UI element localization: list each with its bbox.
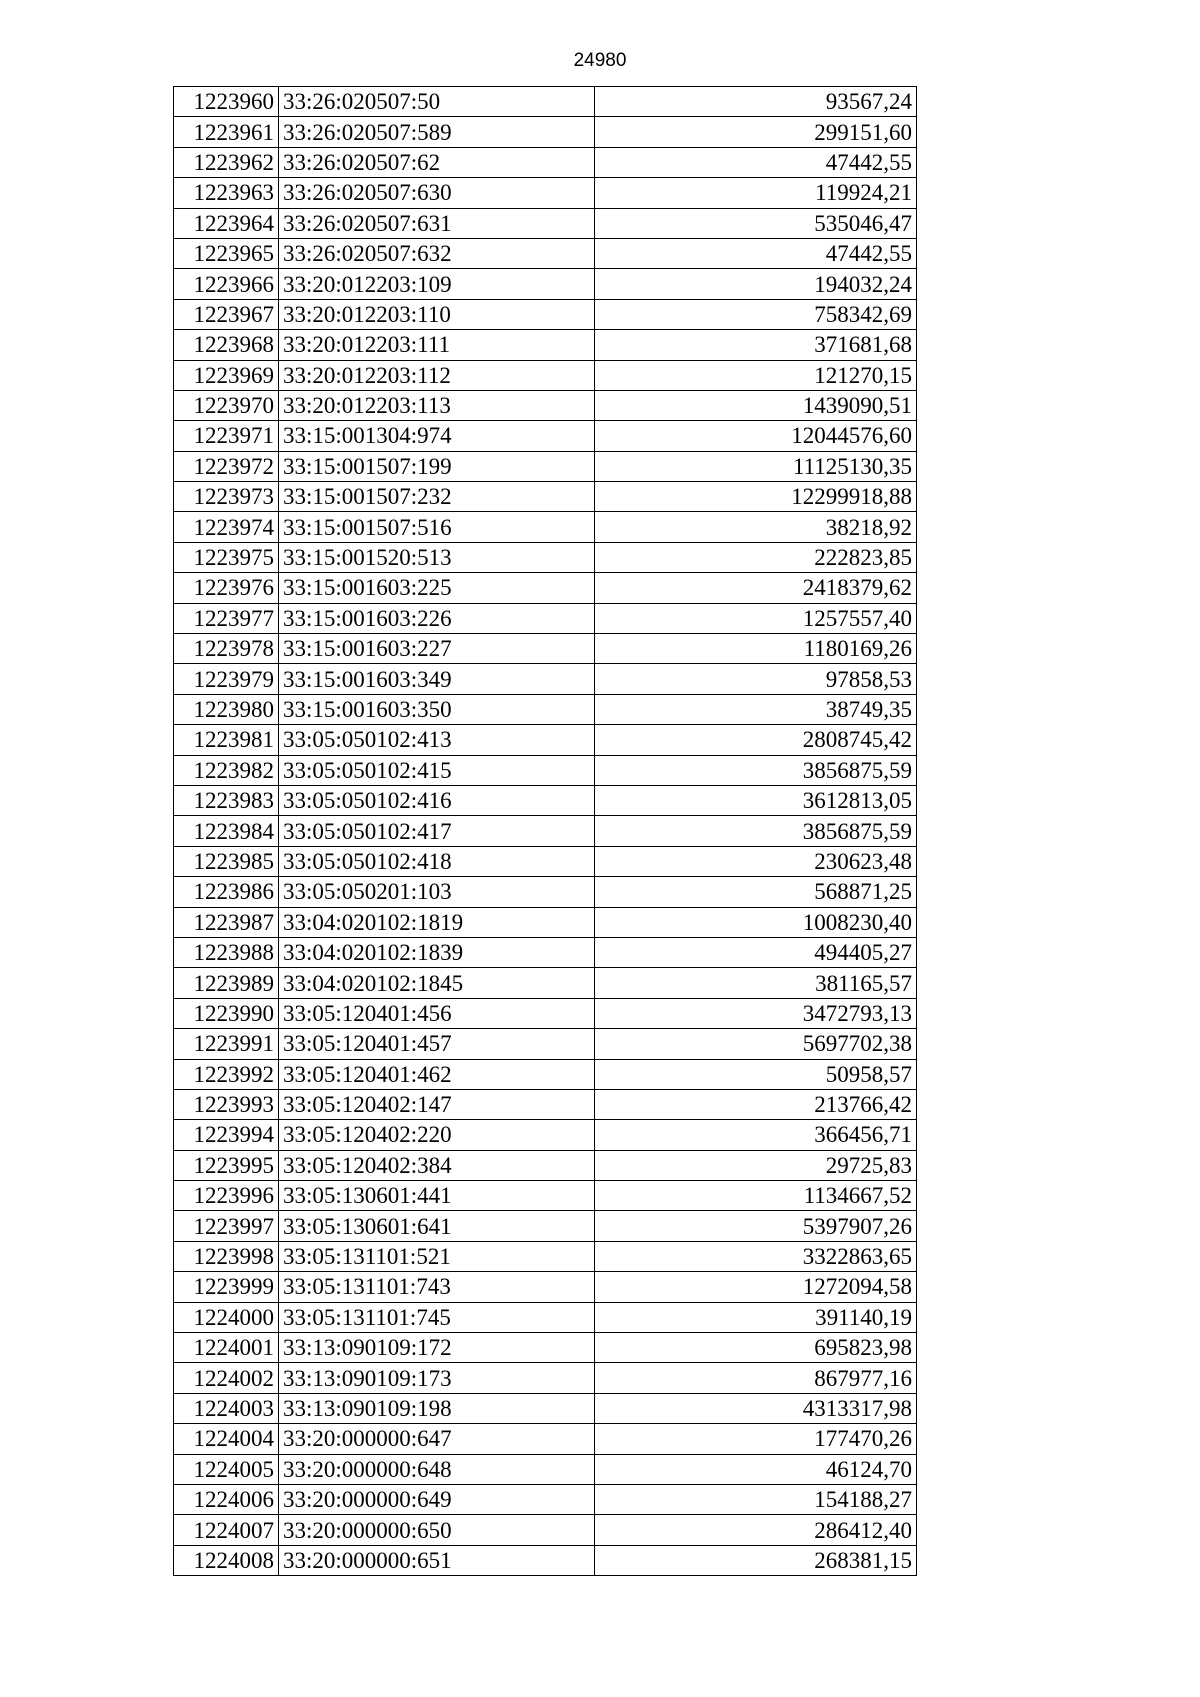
cadastral-number-cell: 33:05:120401:457	[279, 1029, 595, 1059]
row-id-cell: 1223967	[174, 299, 279, 329]
table-body	[174, 87, 917, 1576]
table-row	[174, 1302, 917, 1332]
cadastral-value-cell: 3472793,13	[595, 998, 917, 1028]
cadastral-value-cell: 154188,27	[595, 1484, 917, 1514]
cadastral-value-cell: 1272094,58	[595, 1272, 917, 1302]
row-id-cell: 1223971	[174, 421, 279, 451]
cadastral-number-cell: 33:13:090109:173	[279, 1363, 595, 1393]
table-row	[174, 1454, 917, 1484]
cadastral-value-cell: 695823,98	[595, 1333, 917, 1363]
table-row	[174, 360, 917, 390]
row-id-cell: 1224006	[174, 1484, 279, 1514]
table-row	[174, 1059, 917, 1089]
row-id-cell: 1224005	[174, 1454, 279, 1484]
cadastral-number-cell: 33:26:020507:632	[279, 238, 595, 268]
cadastral-value-cell: 177470,26	[595, 1424, 917, 1454]
table-row	[174, 664, 917, 694]
table-row	[174, 1120, 917, 1150]
cadastral-number-cell: 33:15:001520:513	[279, 542, 595, 572]
row-id-cell: 1223963	[174, 178, 279, 208]
cadastral-number-cell: 33:13:090109:198	[279, 1393, 595, 1423]
cadastral-number-cell: 33:26:020507:630	[279, 178, 595, 208]
cadastral-value-cell: 568871,25	[595, 877, 917, 907]
cadastral-value-cell: 97858,53	[595, 664, 917, 694]
row-id-cell: 1224002	[174, 1363, 279, 1393]
cadastral-value-cell: 230623,48	[595, 846, 917, 876]
cadastral-number-cell: 33:15:001603:349	[279, 664, 595, 694]
cadastral-value-cell: 3612813,05	[595, 785, 917, 815]
cadastral-value-cell: 1439090,51	[595, 390, 917, 420]
cadastral-value-cell: 5697702,38	[595, 1029, 917, 1059]
table-row	[174, 1515, 917, 1545]
cadastral-number-cell: 33:05:050102:413	[279, 725, 595, 755]
table-row	[174, 1545, 917, 1575]
table-row	[174, 694, 917, 724]
cadastral-number-cell: 33:26:020507:50	[279, 87, 595, 117]
row-id-cell: 1223995	[174, 1150, 279, 1180]
table-row	[174, 451, 917, 481]
table-row	[174, 299, 917, 329]
table-row	[174, 330, 917, 360]
cadastral-number-cell: 33:20:000000:651	[279, 1545, 595, 1575]
cadastral-value-cell: 299151,60	[595, 117, 917, 147]
row-id-cell: 1223976	[174, 573, 279, 603]
cadastral-value-cell: 381165,57	[595, 968, 917, 998]
cadastral-number-cell: 33:05:130601:641	[279, 1211, 595, 1241]
table-row	[174, 1211, 917, 1241]
cadastral-number-cell: 33:20:000000:648	[279, 1454, 595, 1484]
cadastral-number-cell: 33:05:120402:384	[279, 1150, 595, 1180]
cadastral-number-cell: 33:05:120401:462	[279, 1059, 595, 1089]
cadastral-number-cell: 33:05:120401:456	[279, 998, 595, 1028]
cadastral-value-cell: 371681,68	[595, 330, 917, 360]
row-id-cell: 1223964	[174, 208, 279, 238]
row-id-cell: 1223978	[174, 634, 279, 664]
table-row	[174, 482, 917, 512]
row-id-cell: 1224007	[174, 1515, 279, 1545]
cadastral-value-cell: 46124,70	[595, 1454, 917, 1484]
cadastral-number-cell: 33:26:020507:631	[279, 208, 595, 238]
row-id-cell: 1223965	[174, 238, 279, 268]
cadastral-value-cell: 29725,83	[595, 1150, 917, 1180]
cadastral-value-cell: 494405,27	[595, 937, 917, 967]
cadastral-value-cell: 50958,57	[595, 1059, 917, 1089]
table-row	[174, 512, 917, 542]
row-id-cell: 1224003	[174, 1393, 279, 1423]
table-row	[174, 208, 917, 238]
table-row	[174, 269, 917, 299]
cadastral-value-cell: 222823,85	[595, 542, 917, 572]
table-row	[174, 603, 917, 633]
cadastral-number-cell: 33:04:020102:1819	[279, 907, 595, 937]
cadastral-number-cell: 33:20:012203:111	[279, 330, 595, 360]
cadastral-value-cell: 1008230,40	[595, 907, 917, 937]
cadastral-number-cell: 33:05:050102:417	[279, 816, 595, 846]
cadastral-value-cell: 11125130,35	[595, 451, 917, 481]
row-id-cell: 1223966	[174, 269, 279, 299]
cadastral-value-cell: 366456,71	[595, 1120, 917, 1150]
row-id-cell: 1223968	[174, 330, 279, 360]
cadastral-value-cell: 3856875,59	[595, 816, 917, 846]
table-row	[174, 1484, 917, 1514]
cadastral-value-cell: 12299918,88	[595, 482, 917, 512]
row-id-cell: 1223998	[174, 1241, 279, 1271]
row-id-cell: 1223997	[174, 1211, 279, 1241]
row-id-cell: 1223984	[174, 816, 279, 846]
table-row	[174, 846, 917, 876]
cadastral-number-cell: 33:05:050102:418	[279, 846, 595, 876]
cadastral-number-cell: 33:20:012203:110	[279, 299, 595, 329]
cadastral-value-cell: 268381,15	[595, 1545, 917, 1575]
row-id-cell: 1223975	[174, 542, 279, 572]
row-id-cell: 1224008	[174, 1545, 279, 1575]
row-id-cell: 1224001	[174, 1333, 279, 1363]
row-id-cell: 1223980	[174, 694, 279, 724]
cadastral-value-cell: 38218,92	[595, 512, 917, 542]
cadastral-value-cell: 194032,24	[595, 269, 917, 299]
row-id-cell: 1223992	[174, 1059, 279, 1089]
cadastral-number-cell: 33:05:050201:103	[279, 877, 595, 907]
row-id-cell: 1223986	[174, 877, 279, 907]
cadastral-value-cell: 121270,15	[595, 360, 917, 390]
table-row	[174, 1333, 917, 1363]
table-row	[174, 755, 917, 785]
cadastral-number-cell: 33:13:090109:172	[279, 1333, 595, 1363]
cadastral-number-cell: 33:20:012203:113	[279, 390, 595, 420]
cadastral-value-cell: 4313317,98	[595, 1393, 917, 1423]
row-id-cell: 1223988	[174, 937, 279, 967]
row-id-cell: 1223979	[174, 664, 279, 694]
cadastral-number-cell: 33:26:020507:62	[279, 147, 595, 177]
cadastral-value-cell: 867977,16	[595, 1363, 917, 1393]
cadastral-value-cell: 119924,21	[595, 178, 917, 208]
table-row	[174, 968, 917, 998]
cadastral-value-cell: 3856875,59	[595, 755, 917, 785]
table-row	[174, 178, 917, 208]
table-row	[174, 816, 917, 846]
cadastral-value-cell: 1180169,26	[595, 634, 917, 664]
row-id-cell: 1223962	[174, 147, 279, 177]
row-id-cell: 1224000	[174, 1302, 279, 1332]
cadastral-number-cell: 33:20:000000:649	[279, 1484, 595, 1514]
cadastral-number-cell: 33:04:020102:1839	[279, 937, 595, 967]
row-id-cell: 1223961	[174, 117, 279, 147]
table-row	[174, 907, 917, 937]
cadastral-number-cell: 33:15:001507:516	[279, 512, 595, 542]
cadastral-value-cell: 535046,47	[595, 208, 917, 238]
table-row	[174, 117, 917, 147]
cadastral-number-cell: 33:15:001603:226	[279, 603, 595, 633]
cadastral-number-cell: 33:26:020507:589	[279, 117, 595, 147]
row-id-cell: 1223972	[174, 451, 279, 481]
table-row	[174, 1089, 917, 1119]
table-row	[174, 998, 917, 1028]
cadastral-value-cell: 47442,55	[595, 238, 917, 268]
row-id-cell: 1223960	[174, 87, 279, 117]
table-row	[174, 1241, 917, 1271]
row-id-cell: 1223974	[174, 512, 279, 542]
table-row	[174, 1393, 917, 1423]
cadastral-number-cell: 33:15:001603:227	[279, 634, 595, 664]
cadastral-number-cell: 33:05:131101:745	[279, 1302, 595, 1332]
cadastral-number-cell: 33:15:001603:350	[279, 694, 595, 724]
cadastral-value-cell: 38749,35	[595, 694, 917, 724]
cadastral-number-cell: 33:05:130601:441	[279, 1181, 595, 1211]
cadastral-value-cell: 213766,42	[595, 1089, 917, 1119]
table-row	[174, 87, 917, 117]
cadastral-number-cell: 33:04:020102:1845	[279, 968, 595, 998]
cadastral-value-cell: 12044576,60	[595, 421, 917, 451]
cadastral-value-cell: 5397907,26	[595, 1211, 917, 1241]
table-row	[174, 542, 917, 572]
cadastral-number-cell: 33:20:000000:650	[279, 1515, 595, 1545]
row-id-cell: 1223981	[174, 725, 279, 755]
table-row	[174, 390, 917, 420]
table-row	[174, 1029, 917, 1059]
cadastral-number-cell: 33:05:050102:416	[279, 785, 595, 815]
cadastral-number-cell: 33:20:012203:112	[279, 360, 595, 390]
row-id-cell: 1223985	[174, 846, 279, 876]
table-row	[174, 1181, 917, 1211]
row-id-cell: 1224004	[174, 1424, 279, 1454]
row-id-cell: 1223989	[174, 968, 279, 998]
row-id-cell: 1223993	[174, 1089, 279, 1119]
table-row	[174, 1363, 917, 1393]
cadastral-number-cell: 33:20:012203:109	[279, 269, 595, 299]
table-row	[174, 634, 917, 664]
cadastral-number-cell: 33:15:001603:225	[279, 573, 595, 603]
table-row	[174, 238, 917, 268]
cadastral-number-cell: 33:05:120402:220	[279, 1120, 595, 1150]
row-id-cell: 1223982	[174, 755, 279, 785]
cadastral-number-cell: 33:15:001304:974	[279, 421, 595, 451]
row-id-cell: 1223996	[174, 1181, 279, 1211]
cadastral-value-cell: 2418379,62	[595, 573, 917, 603]
cadastral-value-cell: 2808745,42	[595, 725, 917, 755]
row-id-cell: 1223977	[174, 603, 279, 633]
cadastral-number-cell: 33:05:050102:415	[279, 755, 595, 785]
row-id-cell: 1223994	[174, 1120, 279, 1150]
table-row	[174, 147, 917, 177]
row-id-cell: 1223983	[174, 785, 279, 815]
page-number: 24980	[573, 50, 627, 71]
table-row	[174, 725, 917, 755]
cadastral-value-cell: 47442,55	[595, 147, 917, 177]
cadastral-number-cell: 33:15:001507:199	[279, 451, 595, 481]
table-row	[174, 421, 917, 451]
cadastral-value-cell: 391140,19	[595, 1302, 917, 1332]
cadastral-value-cell: 286412,40	[595, 1515, 917, 1545]
table-row	[174, 573, 917, 603]
cadastral-value-cell: 1257557,40	[595, 603, 917, 633]
table-row	[174, 1150, 917, 1180]
row-id-cell: 1223990	[174, 998, 279, 1028]
cadastral-number-cell: 33:15:001507:232	[279, 482, 595, 512]
cadastral-value-cell: 1134667,52	[595, 1181, 917, 1211]
cadastral-value-table	[173, 86, 917, 1576]
table-row	[174, 1424, 917, 1454]
row-id-cell: 1223991	[174, 1029, 279, 1059]
row-id-cell: 1223973	[174, 482, 279, 512]
row-id-cell: 1223969	[174, 360, 279, 390]
cadastral-value-cell: 93567,24	[595, 87, 917, 117]
cadastral-value-cell: 3322863,65	[595, 1241, 917, 1271]
table-row	[174, 1272, 917, 1302]
table-row	[174, 785, 917, 815]
cadastral-number-cell: 33:05:131101:743	[279, 1272, 595, 1302]
row-id-cell: 1223999	[174, 1272, 279, 1302]
row-id-cell: 1223987	[174, 907, 279, 937]
table-row	[174, 877, 917, 907]
table-row	[174, 937, 917, 967]
row-id-cell: 1223970	[174, 390, 279, 420]
cadastral-number-cell: 33:20:000000:647	[279, 1424, 595, 1454]
cadastral-number-cell: 33:05:120402:147	[279, 1089, 595, 1119]
cadastral-value-cell: 758342,69	[595, 299, 917, 329]
cadastral-number-cell: 33:05:131101:521	[279, 1241, 595, 1271]
